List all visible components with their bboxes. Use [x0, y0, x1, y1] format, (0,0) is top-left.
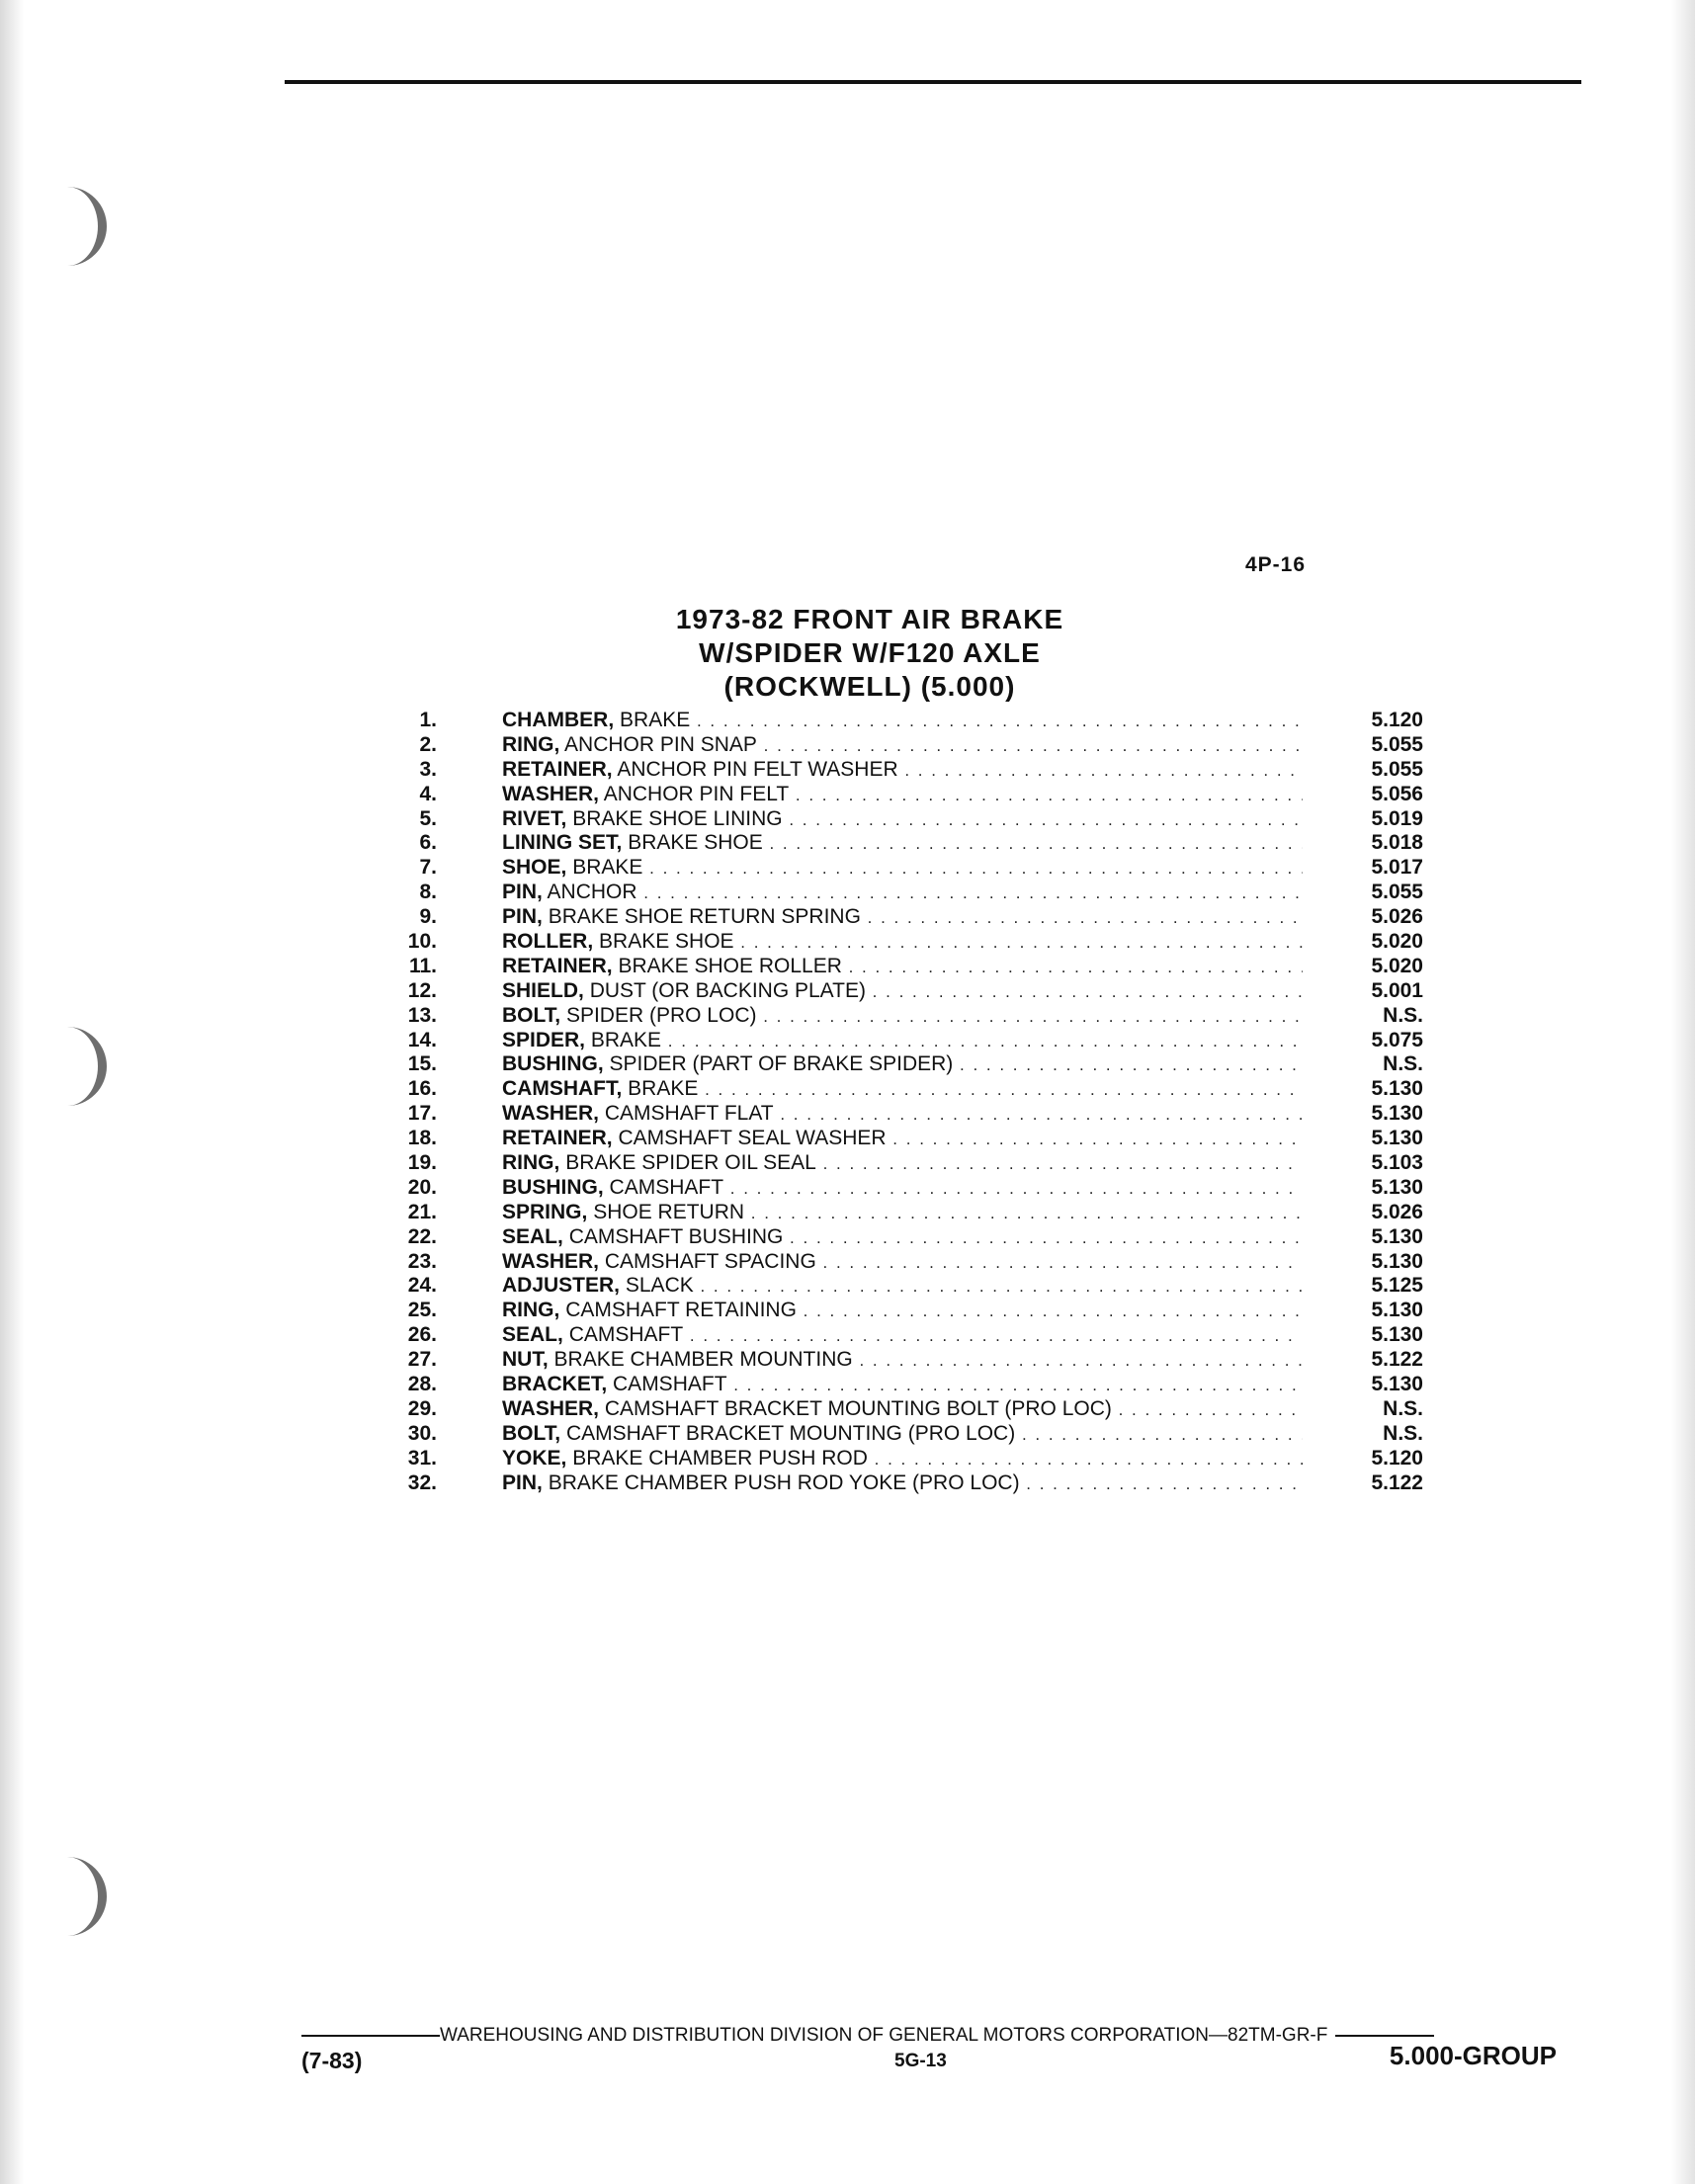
part-detail: DUST (OR BACKING PLATE)	[589, 978, 866, 1002]
part-number: 13.	[407, 1003, 437, 1027]
part-number: 22.	[407, 1224, 437, 1248]
part-detail: CAMSHAFT BRACKET MOUNTING (PRO LOC)	[565, 1421, 1016, 1445]
part-name: RIVET,	[502, 806, 567, 830]
list-item	[395, 1447, 1443, 1471]
part-number: 20.	[407, 1175, 437, 1199]
part-group-code: N.S.	[1383, 1421, 1423, 1445]
part-number: 19.	[407, 1151, 437, 1175]
part-name: LINING SET,	[502, 831, 623, 855]
part-description	[502, 955, 1303, 980]
part-detail: BRAKE	[590, 1028, 662, 1051]
part-number: 7.	[419, 856, 437, 880]
part-group-code: 5.130	[1371, 1127, 1423, 1150]
part-name: BOLT,	[502, 1003, 561, 1027]
part-group-code: 5.125	[1371, 1274, 1423, 1298]
part-description	[502, 1176, 1303, 1202]
part-name: PIN,	[502, 881, 543, 904]
part-detail: BRAKE CHAMBER PUSH ROD YOKE (PRO LOC)	[548, 1470, 1020, 1494]
part-description	[502, 1151, 1303, 1177]
part-group-code: N.S.	[1383, 1052, 1423, 1076]
list-item	[395, 905, 1443, 930]
part-detail: CAMSHAFT BUSHING	[568, 1224, 784, 1248]
list-item	[395, 807, 1443, 832]
footer-page-number: 5G-13	[894, 2051, 947, 2071]
part-description	[502, 783, 1303, 808]
part-name: NUT,	[502, 1348, 549, 1372]
page-edge-shadow-left	[0, 0, 24, 2184]
part-detail: BRAKE	[620, 709, 691, 731]
part-description	[502, 1225, 1303, 1251]
part-name: RING,	[502, 732, 560, 756]
part-number: 3.	[419, 757, 437, 781]
list-item	[395, 1225, 1443, 1250]
part-group-code: 5.055	[1371, 757, 1423, 781]
list-item	[395, 1348, 1443, 1373]
part-description	[502, 1274, 1303, 1300]
part-number: 5.	[419, 806, 437, 830]
footer-rule	[1335, 2035, 1434, 2037]
list-item	[395, 1250, 1443, 1275]
part-group-code: 5.019	[1371, 806, 1423, 830]
part-description	[502, 979, 1303, 1005]
footer-rule	[301, 2035, 440, 2037]
list-item	[395, 831, 1443, 856]
list-item	[395, 979, 1443, 1004]
part-detail: SLACK	[625, 1274, 694, 1298]
part-description	[502, 1422, 1303, 1448]
part-description	[502, 1102, 1303, 1128]
part-number: 25.	[407, 1299, 437, 1322]
part-group-code: 5.001	[1371, 978, 1423, 1002]
list-item	[395, 1299, 1443, 1323]
part-detail: BRAKE SHOE	[599, 930, 734, 954]
part-detail: ANCHOR PIN FELT	[603, 782, 790, 805]
list-item	[395, 856, 1443, 881]
part-group-code: 5.056	[1371, 782, 1423, 805]
part-name: BOLT,	[502, 1421, 561, 1445]
part-name: WASHER,	[502, 782, 600, 805]
list-item	[395, 1176, 1443, 1201]
part-number: 32.	[407, 1470, 437, 1494]
part-number: 17.	[407, 1102, 437, 1126]
part-number: 26.	[407, 1323, 437, 1347]
part-detail: CAMSHAFT RETAINING	[565, 1299, 797, 1322]
part-number: 8.	[419, 881, 437, 904]
part-description	[502, 1397, 1303, 1423]
part-description	[502, 1029, 1303, 1054]
part-description	[502, 1348, 1303, 1374]
part-description	[502, 807, 1303, 833]
part-description	[502, 831, 1303, 857]
list-item	[395, 709, 1443, 733]
footer-division-line	[301, 2025, 1527, 2047]
part-name: SHOE,	[502, 856, 567, 880]
part-description	[502, 1299, 1303, 1324]
part-detail: SPIDER (PART OF BRAKE SPIDER)	[609, 1052, 954, 1076]
part-number: 21.	[407, 1200, 437, 1223]
part-group-code: 5.130	[1371, 1077, 1423, 1101]
part-number: 30.	[407, 1421, 437, 1445]
part-name: RETAINER,	[502, 954, 613, 977]
part-detail: CAMSHAFT BRACKET MOUNTING BOLT (PRO LOC)	[604, 1396, 1112, 1420]
part-name: SPIDER,	[502, 1028, 586, 1051]
part-group-code: N.S.	[1383, 1003, 1423, 1027]
part-detail: BRAKE SPIDER OIL SEAL	[565, 1151, 816, 1175]
footer-group: 5.000-GROUP	[1389, 2041, 1557, 2070]
binder-hole-icon	[67, 1023, 127, 1112]
part-name: SEAL,	[502, 1323, 563, 1347]
part-name: RING,	[502, 1151, 560, 1175]
part-group-code: 5.130	[1371, 1323, 1423, 1347]
part-name: BUSHING,	[502, 1175, 604, 1199]
part-number: 10.	[407, 930, 437, 954]
part-group-code: 5.020	[1371, 954, 1423, 977]
part-detail: CAMSHAFT	[609, 1175, 724, 1199]
part-group-code: 5.130	[1371, 1175, 1423, 1199]
list-item	[395, 1127, 1443, 1151]
part-name: RETAINER,	[502, 757, 613, 781]
part-description	[502, 758, 1303, 784]
footer-division-text: WAREHOUSING AND DISTRIBUTION DIVISION OF GENERAL MOTORS CORPORATION—82TM-GR-F	[440, 2025, 1328, 2046]
part-number: 18.	[407, 1127, 437, 1150]
list-item	[395, 758, 1443, 783]
part-detail: BRAKE	[628, 1077, 699, 1101]
part-detail: ANCHOR PIN FELT WASHER	[617, 757, 898, 781]
part-name: RING,	[502, 1299, 560, 1322]
part-name: WASHER,	[502, 1396, 600, 1420]
part-name: RETAINER,	[502, 1127, 613, 1150]
list-item	[395, 1397, 1443, 1422]
part-description	[502, 1471, 1303, 1497]
part-number: 11.	[408, 954, 437, 977]
part-number: 2.	[419, 732, 437, 756]
part-detail: CAMSHAFT FLAT	[604, 1102, 774, 1126]
part-group-code: 5.026	[1371, 1200, 1423, 1223]
part-number: 15.	[407, 1052, 437, 1076]
title-line: 1973-82 FRONT AIR BRAKE	[675, 604, 1064, 634]
part-name: BRACKET,	[502, 1373, 608, 1396]
part-group-code: 5.130	[1371, 1102, 1423, 1126]
part-group-code: 5.130	[1371, 1249, 1423, 1273]
part-detail: CAMSHAFT SPACING	[604, 1249, 816, 1273]
part-group-code: 5.017	[1371, 856, 1423, 880]
part-group-code: 5.055	[1371, 881, 1423, 904]
part-description	[502, 881, 1303, 906]
list-item	[395, 955, 1443, 979]
part-name: BUSHING,	[502, 1052, 604, 1076]
part-group-code: 5.055	[1371, 732, 1423, 756]
part-description	[502, 1447, 1303, 1472]
part-detail: ANCHOR	[547, 881, 637, 904]
part-group-code: 5.020	[1371, 930, 1423, 954]
part-group-code: 5.018	[1371, 831, 1423, 855]
list-item	[395, 930, 1443, 955]
part-group-code: N.S.	[1383, 1396, 1423, 1420]
part-number: 1.	[419, 709, 437, 731]
part-number: 14.	[407, 1028, 437, 1051]
part-group-code: 5.130	[1371, 1224, 1423, 1248]
part-description	[502, 1127, 1303, 1152]
part-group-code: 5.075	[1371, 1028, 1423, 1051]
list-item	[395, 881, 1443, 905]
part-description	[502, 905, 1303, 931]
part-name: ROLLER,	[502, 930, 594, 954]
part-detail: BRAKE	[572, 856, 643, 880]
part-number: 16.	[407, 1077, 437, 1101]
part-number: 27.	[407, 1348, 437, 1372]
part-number: 4.	[419, 782, 437, 805]
part-detail: BRAKE CHAMBER MOUNTING	[553, 1348, 853, 1372]
part-number: 23.	[407, 1249, 437, 1273]
part-number: 12.	[407, 978, 437, 1002]
part-description	[502, 1052, 1303, 1078]
part-detail: SHOE RETURN	[593, 1200, 745, 1223]
part-number: 31.	[407, 1446, 437, 1470]
list-item	[395, 1422, 1443, 1447]
title-line: W/SPIDER W/F120 AXLE	[699, 637, 1041, 668]
part-detail: BRAKE SHOE RETURN SPRING	[548, 905, 861, 929]
part-detail: BRAKE CHAMBER PUSH ROD	[572, 1446, 868, 1470]
list-item	[395, 1102, 1443, 1127]
parts-list	[395, 709, 1443, 1496]
page-code: 4P-16	[1245, 553, 1307, 576]
list-item	[395, 1323, 1443, 1348]
part-description	[502, 709, 1303, 734]
list-item	[395, 733, 1443, 758]
part-detail: SPIDER (PRO LOC)	[565, 1003, 757, 1027]
part-number: 9.	[419, 905, 437, 929]
part-name: WASHER,	[502, 1249, 600, 1273]
part-number: 29.	[407, 1396, 437, 1420]
part-group-code: 5.103	[1371, 1151, 1423, 1175]
part-description	[502, 856, 1303, 882]
part-group-code: 5.122	[1371, 1348, 1423, 1372]
page-title	[573, 603, 1166, 704]
list-item	[395, 1274, 1443, 1299]
part-detail: BRAKE SHOE ROLLER	[618, 954, 842, 977]
part-name: ADJUSTER,	[502, 1274, 621, 1298]
part-name: SPRING,	[502, 1200, 588, 1223]
part-description	[502, 1004, 1303, 1030]
part-number: 28.	[407, 1373, 437, 1396]
part-group-code: 5.120	[1371, 709, 1423, 731]
part-name: PIN,	[502, 905, 543, 929]
part-detail: BRAKE SHOE LINING	[572, 806, 783, 830]
part-detail: ANCHOR PIN SNAP	[564, 732, 757, 756]
list-item	[395, 1052, 1443, 1077]
part-detail: CAMSHAFT SEAL WASHER	[618, 1127, 887, 1150]
part-name: WASHER,	[502, 1102, 600, 1126]
part-name: SHIELD,	[502, 978, 584, 1002]
list-item	[395, 1471, 1443, 1496]
part-description	[502, 930, 1303, 956]
top-rule	[285, 80, 1581, 84]
part-name: SEAL,	[502, 1224, 563, 1248]
part-group-code: 5.120	[1371, 1446, 1423, 1470]
part-name: CHAMBER,	[502, 709, 615, 731]
list-item	[395, 783, 1443, 807]
part-detail: BRAKE SHOE	[628, 831, 763, 855]
part-description	[502, 1201, 1303, 1226]
part-group-code: 5.130	[1371, 1373, 1423, 1396]
part-detail: CAMSHAFT	[613, 1373, 727, 1396]
part-description	[502, 1373, 1303, 1398]
part-detail: CAMSHAFT	[568, 1323, 684, 1347]
part-number: 24.	[407, 1274, 437, 1298]
part-description	[502, 1323, 1303, 1349]
part-group-code: 5.122	[1371, 1470, 1423, 1494]
part-number: 6.	[419, 831, 437, 855]
list-item	[395, 1004, 1443, 1029]
binder-hole-icon	[67, 1853, 127, 1942]
title-line: (ROCKWELL) (5.000)	[723, 671, 1016, 702]
list-item	[395, 1151, 1443, 1176]
part-name: CAMSHAFT,	[502, 1077, 623, 1101]
part-description	[502, 1250, 1303, 1276]
footer-revision: (7-83)	[301, 2048, 363, 2073]
page-edge-shadow-right	[1671, 0, 1695, 2184]
part-name: YOKE,	[502, 1446, 567, 1470]
list-item	[395, 1029, 1443, 1053]
part-group-code: 5.130	[1371, 1299, 1423, 1322]
list-item	[395, 1077, 1443, 1102]
list-item	[395, 1201, 1443, 1225]
part-description	[502, 1077, 1303, 1103]
list-item	[395, 1373, 1443, 1397]
part-group-code: 5.026	[1371, 905, 1423, 929]
part-name: PIN,	[502, 1470, 543, 1494]
part-description	[502, 733, 1303, 759]
binder-hole-icon	[67, 183, 127, 272]
